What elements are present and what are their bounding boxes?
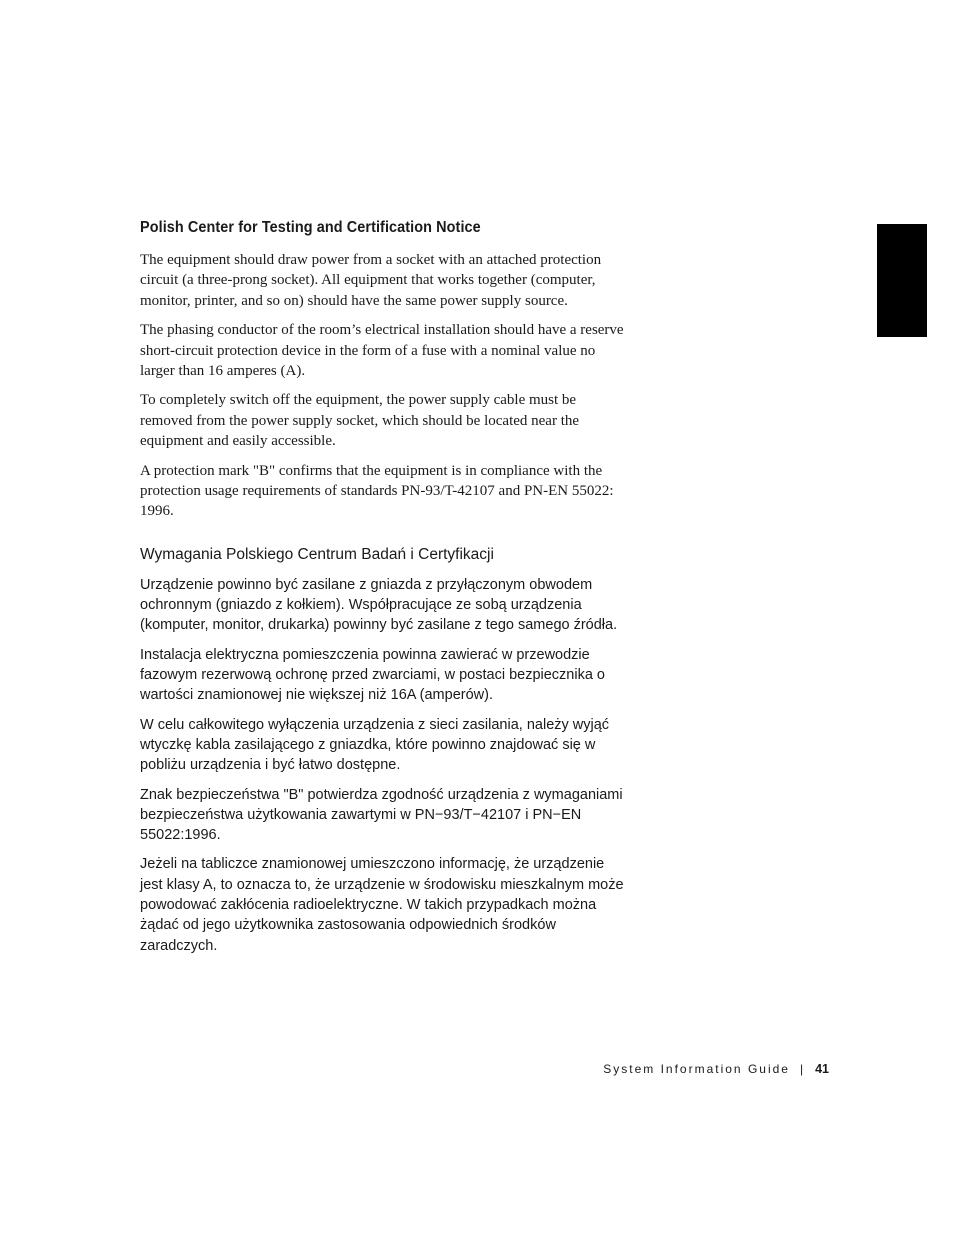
english-heading: Polish Center for Testing and Certification Notice — [140, 219, 481, 236]
english-paragraph: The phasing conductor of the room’s electrical installation should have a reserve short-circuit protection device in the form of a fuse with a nominal value no larger than 16 amperes (A). — [140, 322, 624, 380]
polish-paragraph: Instalacja elektryczna pomieszczenia powinna zawierać w przewodzie fazowym rezerwową ochronę przed zwarciami, w postaci bezpiecznika o wartości znamionowej nie większej niż 16A (amperów). — [140, 646, 605, 704]
page-number: 41 — [815, 1062, 829, 1076]
page-footer — [603, 1062, 829, 1076]
page-content — [140, 219, 630, 965]
footer-guide-title: System Information Guide — [603, 1062, 790, 1076]
footer-separator: | — [799, 1062, 804, 1076]
polish-heading: Wymagania Polskiego Centrum Badań i Certyfikacji — [140, 545, 494, 563]
polish-paragraph: W celu całkowitego wyłączenia urządzenia z sieci zasilania, należy wyjąć wtyczkę kabla zasilającego z gniazdka, które powinno znajdować się w pobliżu urządzenia i być łatwo dostępne. — [140, 716, 610, 774]
polish-paragraph: Urządzenie powinno być zasilane z gniazda z przyłączonym obwodem ochronnym (gniazdo z kołkiem). Współpracujące ze sobą urządzenia (komputer, monitor, drukarka) powinny być zasilane z tego samego źródła. — [140, 576, 618, 634]
english-paragraph: A protection mark "B" confirms that the equipment is in compliance with the protection usage requirements of standards PN-93/T-42107 and PN-EN 55022: 1996. — [140, 462, 614, 520]
polish-paragraph: Jeżeli na tabliczce znamionowej umieszczono informację, że urządzenie jest klasy A, to oznacza to, że urządzenie w środowisku mieszkalnym może powodować zakłócenia radioelektryczne. W takich przypadkach można żądać od jego użytkownika zastosowania odpowiednich środków zaradczych. — [140, 856, 624, 954]
section-tab-marker — [877, 224, 927, 337]
english-paragraph: The equipment should draw power from a socket with an attached protection circuit (a three-prong socket). All equipment that works together (computer, monitor, printer, and so on) should have the same power supply source. — [140, 252, 602, 309]
polish-paragraph: Znak bezpieczeństwa "B" potwierdza zgodność urządzenia z wymaganiami bezpieczeństwa użytkowania zawartymi w PN−93/T−42107 i PN−EN 55022:1996. — [140, 786, 623, 844]
english-paragraph: To completely switch off the equipment, the power supply cable must be removed from the power supply socket, which should be located near the equipment and easily accessible. — [140, 392, 580, 450]
